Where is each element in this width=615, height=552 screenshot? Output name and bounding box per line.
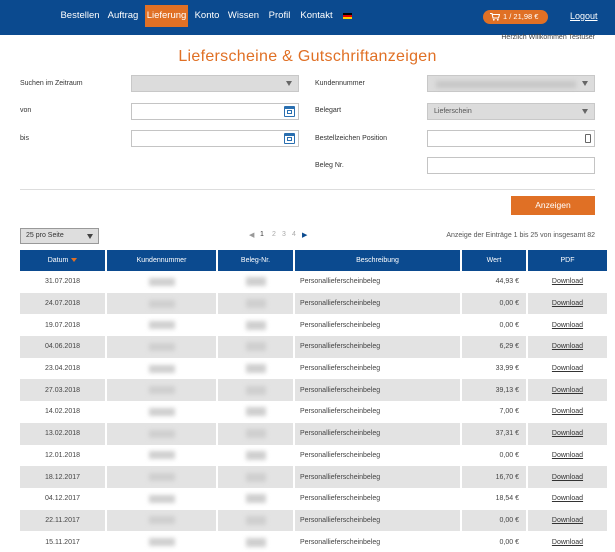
anzeigen-button[interactable]: Anzeigen [511,196,595,215]
cell-datum: 13.02.2018 [20,423,105,445]
datum-header-label: Datum [47,257,69,264]
zeitraum-label: Suchen im Zeitraum [20,80,83,87]
divider [20,189,595,190]
cart-total: 1 / 21,98 € [503,12,539,21]
cell-belegnr [218,445,293,467]
cell-pdf [528,293,607,315]
von-label: von [20,107,32,114]
cell-beschreibung: Personallieferscheinbeleg [300,538,381,546]
page-title: Lieferscheine & Gutschriftanzeigen [178,48,437,65]
cell-datum: 12.01.2018 [44,451,81,459]
redacted-kundennummer [149,473,175,481]
download-link[interactable]: Download [551,300,584,308]
download-link[interactable]: Download [551,430,584,438]
nav-item-kontakt[interactable]: Kontakt [300,10,333,21]
chevron-down-icon [582,109,588,114]
cell-kundennummer [107,445,216,467]
cell-datum: 24.07.2018 [20,293,105,315]
page-link-1[interactable]: 1 [260,231,264,238]
cell-wert: 44,93 € [495,278,519,286]
download-link[interactable]: Download [551,473,584,481]
cart-icon [490,13,500,21]
cell-kundennummer [107,336,216,358]
welcome-text: Herzlich Willkommen Testuser [501,34,595,41]
redacted-belegnr [246,364,266,373]
redacted-belegnr [246,451,266,460]
bestellzeichen-label: Bestellzeichen Position [315,135,387,142]
table-row [20,401,607,423]
table-row [20,445,607,467]
redacted-kundennummer [149,451,175,459]
cell-belegnr [218,423,293,445]
table-row [20,336,607,358]
bestellzeichen-input[interactable] [427,130,595,147]
cart-button[interactable] [483,10,548,24]
de-flag-icon[interactable] [343,13,352,19]
table-row [20,488,607,510]
cell-pdf [528,271,607,293]
redacted-belegnr [246,299,266,308]
per-page-value: 25 pro Seite [26,232,64,239]
redacted-kundennummer [436,81,576,88]
cell-beschreibung: Personallieferscheinbeleg [295,510,460,532]
redacted-belegnr [246,429,266,438]
redacted-belegnr [246,321,266,330]
redacted-kundennummer [149,516,175,524]
cell-beschreibung: Personallieferscheinbeleg [295,466,460,488]
page-link-4[interactable]: 4 [292,231,296,238]
download-link[interactable]: Download [551,538,584,546]
table-row [20,314,607,336]
cell-belegnr [218,336,293,358]
nav-item-profil[interactable]: Profil [268,10,291,21]
cell-beschreibung: Personallieferscheinbeleg [300,365,381,373]
calendar-icon[interactable] [284,133,295,144]
page-link-3[interactable]: 3 [282,231,286,238]
page-link-2[interactable]: 2 [272,231,276,238]
cell-wert: 0,00 € [499,538,519,546]
download-link[interactable]: Download [551,495,584,503]
cell-belegnr [218,510,293,532]
cell-datum: 27.03.2018 [20,379,105,401]
calendar-icon[interactable] [284,106,295,117]
cell-pdf [528,401,607,423]
cell-beschreibung: Personallieferscheinbeleg [295,379,460,401]
info-icon [585,134,591,143]
nav-item-konto[interactable]: Konto [194,10,220,21]
per-page-select[interactable] [20,228,99,244]
cell-pdf [528,314,607,336]
cell-belegnr [218,401,293,423]
redacted-belegnr [246,407,266,416]
cell-kundennummer [107,358,216,380]
nav-item-auftrag[interactable]: Auftrag [107,10,139,21]
next-page-icon[interactable]: ▶ [302,232,308,239]
cell-wert: 0,00 € [462,510,526,532]
column-header-wert[interactable]: Wert [462,250,526,271]
redacted-kundennummer [149,495,175,503]
cell-kundennummer [107,466,216,488]
cell-beschreibung: Personallieferscheinbeleg [300,451,381,459]
nav-item-wissen[interactable]: Wissen [227,10,260,21]
table-row [20,293,607,315]
cell-pdf [528,488,607,510]
cell-datum: 15.11.2017 [45,538,80,546]
chevron-down-icon [582,81,588,86]
nav-item-bestellen[interactable]: Bestellen [60,10,100,21]
column-header-beschreibung[interactable]: Beschreibung [295,250,460,271]
belegnr-input[interactable] [427,157,595,174]
redacted-belegnr [246,516,266,525]
cell-beschreibung: Personallieferscheinbeleg [300,495,381,503]
cell-datum: 23.04.2018 [44,365,81,373]
redacted-kundennummer [149,365,175,373]
table-row [20,271,607,293]
cell-datum: 18.12.2017 [20,466,105,488]
belegart-value: Lieferschein [434,108,472,115]
cell-beschreibung: Personallieferscheinbeleg [300,278,381,286]
belegnr-label: Beleg Nr. [315,162,344,169]
cell-belegnr [218,379,293,401]
cell-wert: 33,99 € [495,365,519,373]
cell-pdf [528,423,607,445]
column-header-kundennummer[interactable]: Kundennummer [107,250,216,271]
cell-wert: 37,31 € [462,423,526,445]
cell-kundennummer [107,531,216,552]
redacted-kundennummer [149,386,175,394]
redacted-belegnr [246,538,266,547]
cell-wert: 6,29 € [462,336,526,358]
cell-datum: 04.06.2018 [20,336,105,358]
cell-wert: 7,00 € [499,408,519,416]
download-link[interactable]: Download [551,408,584,416]
redacted-kundennummer [149,321,175,329]
zeitraum-select[interactable] [131,75,299,92]
cell-pdf [528,379,607,401]
cell-kundennummer [107,423,216,445]
table-row [20,358,607,380]
cell-pdf [528,466,607,488]
cell-pdf [528,336,607,358]
nav-item-lieferung[interactable]: Lieferung [145,5,188,27]
cell-kundennummer [107,510,216,532]
redacted-kundennummer [149,538,175,546]
table-row [20,510,607,532]
cell-wert: 39,13 € [462,379,526,401]
table-row [20,423,607,445]
cell-wert: 0,00 € [462,293,526,315]
cell-kundennummer [107,401,216,423]
table-row [20,379,607,401]
redacted-kundennummer [149,408,175,416]
download-link[interactable]: Download [551,516,584,524]
previous-page-icon[interactable]: ◀ [249,232,255,239]
table-row [20,531,607,552]
top-navigation-bar [0,0,615,35]
cell-pdf [528,445,607,467]
cell-beschreibung: Personallieferscheinbeleg [300,321,381,329]
cell-pdf [528,358,607,380]
cell-datum: 04.12.2017 [44,495,81,503]
lieferscheine-table [18,250,609,552]
belegart-select[interactable] [427,103,595,120]
chevron-down-icon [286,81,292,86]
cell-wert: 16,70 € [462,466,526,488]
redacted-kundennummer [149,300,175,308]
column-header-datum[interactable] [20,250,105,271]
redacted-belegnr [246,494,266,503]
cell-kundennummer [107,488,216,510]
redacted-kundennummer [149,343,175,351]
cell-wert: 0,00 € [499,451,519,459]
download-link[interactable]: Download [551,386,584,394]
cell-belegnr [218,271,293,293]
cell-datum: 22.11.2017 [20,510,105,532]
redacted-belegnr [246,386,266,395]
entries-info: Anzeige der Einträge 1 bis 25 von insgesamt 82 [446,232,595,239]
redacted-belegnr [246,342,266,351]
cell-beschreibung: Personallieferscheinbeleg [295,293,460,315]
redacted-kundennummer [149,430,175,438]
download-link[interactable]: Download [551,278,584,286]
table-body [20,271,607,552]
cell-kundennummer [107,379,216,401]
cell-pdf [528,531,607,552]
cell-beschreibung: Personallieferscheinbeleg [295,336,460,358]
redacted-kundennummer [149,278,175,286]
cell-beschreibung: Personallieferscheinbeleg [300,408,381,416]
cell-belegnr [218,488,293,510]
cell-kundennummer [107,271,216,293]
logout-link[interactable]: Logout [570,11,598,21]
column-header-pdf[interactable]: PDF [528,250,607,271]
von-date-field[interactable] [131,103,299,120]
cell-datum: 31.07.2018 [44,278,81,286]
cell-pdf [528,510,607,532]
download-link[interactable]: Download [551,365,584,373]
cell-beschreibung: Personallieferscheinbeleg [295,423,460,445]
cell-kundennummer [107,314,216,336]
cell-datum: 19.07.2018 [44,321,81,329]
kundennummer-label: Kundennummer [315,80,365,87]
bis-date-field[interactable] [131,130,299,147]
cell-belegnr [218,531,293,552]
download-link[interactable]: Download [551,321,584,329]
kundennummer-select[interactable] [427,75,595,92]
cell-kundennummer [107,293,216,315]
download-link[interactable]: Download [551,343,584,351]
table-header-row [20,250,607,271]
cell-datum: 14.02.2018 [44,408,81,416]
cell-belegnr [218,466,293,488]
download-link[interactable]: Download [551,451,584,459]
sort-desc-icon [71,258,77,262]
redacted-belegnr [246,277,266,286]
cell-belegnr [218,293,293,315]
cell-belegnr [218,314,293,336]
column-header-belegnr[interactable]: Beleg-Nr. [218,250,293,271]
belegart-label: Belegart [315,107,342,114]
redacted-belegnr [246,473,266,482]
bis-label: bis [20,135,29,142]
chevron-down-icon [87,234,93,239]
cell-wert: 0,00 € [499,321,519,329]
cell-wert: 18,54 € [495,495,519,503]
table-row [20,466,607,488]
cell-belegnr [218,358,293,380]
